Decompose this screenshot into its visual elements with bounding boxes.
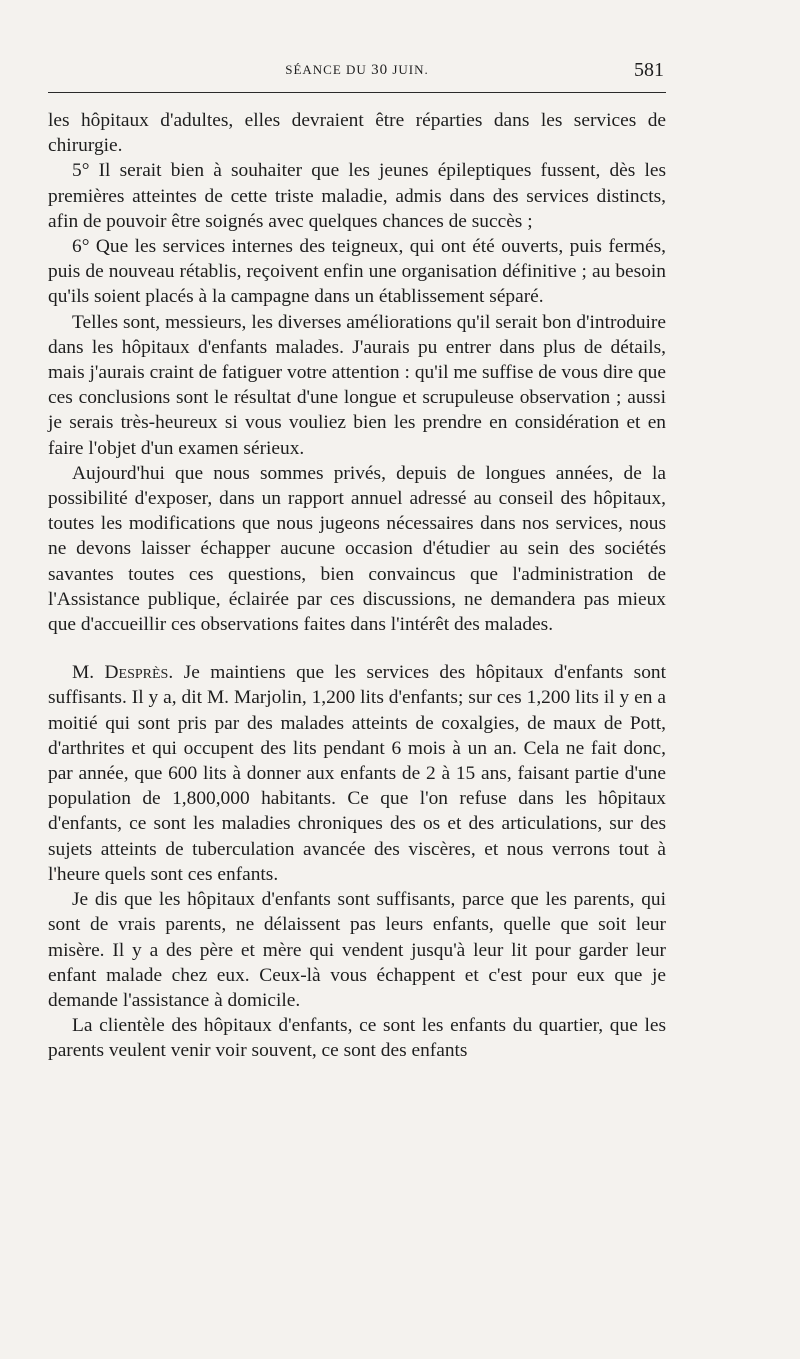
running-title bbox=[48, 62, 666, 79]
speaker-text: Je maintiens que les services des hôpitaux d'enfants sont suffisants. Il y a, dit M. Marjolin, 1,200 lits d'enfants; sur ces 1,200 lits il y en a moitié qui sont pris par des malades atteints de coxalgies, de maux de Pott, d'arthrites et qui occupent des lits pendant 6 mois à un an. Cela ne fait donc, par année, que 600 lits à donner aux enfants de 2 à 15 ans, faisant partie d'une population de 1,800,000 habitants. Ce que l'on refuse dans les hôpitaux d'enfants, ce sont les maladies chroniques des os et des articulations, sur des sujets atteints de tuberculation avancée des viscères, et nous verrons tout à l'heure quels sont ces enfants. bbox=[48, 662, 666, 885]
paragraph-closing: Aujourd'hui que nous sommes privés, depuis de longues années, de la possibilité d'exposer, dans un rapport annuel adressé au conseil des hôpitaux, toutes les modifications que nous jugeons nécessaires dans nos services, nous ne devons laisser échapper aucune occasion d'étudier au sein des sociétés savantes toutes ces questions, bien convaincus que l'administration de l'Assistance publique, éclairée par ces discussions, ne demandera pas mieux que d'accueillir ces observations faites dans l'intérêt des malades. bbox=[48, 462, 666, 636]
page-number: 581 bbox=[634, 59, 664, 81]
paragraph-conclusion: Telles sont, messieurs, les diverses améliorations qu'il serait bon d'introduire dans les hôpitaux d'enfants malades. J'aurais pu entrer dans plus de détails, mais j'aurais craint de fatiguer votre attention : qu'il me suffise de vous dire que ces conclusions sont le résultat d'une longue et scrupuleuse observation ; aussi je serais très-heureux si vous vouliez bien les prendre en considération et en faire l'objet d'un examen sérieux. bbox=[48, 311, 666, 459]
paragraph-speaker bbox=[48, 660, 666, 887]
running-title-date: 30 bbox=[371, 62, 389, 78]
speaker-name: M. Desprès. bbox=[72, 662, 174, 684]
running-title-part-2: JUIN. bbox=[388, 62, 429, 77]
running-header bbox=[48, 58, 666, 90]
header-rule bbox=[48, 92, 666, 93]
page-body bbox=[48, 108, 666, 1064]
paragraph-item-6: 6° Que les services internes des teigneux, qui ont été ouverts, puis fermés, puis de nouveau rétablis, reçoivent enfin une organisation définitive ; au besoin qu'ils soient placés à la campagne dans un établissement séparé. bbox=[48, 236, 666, 308]
paragraph-continued: les hôpitaux d'adultes, elles devraient être réparties dans les services de chirurgie. bbox=[48, 110, 666, 157]
running-title-part-1: SÉANCE DU bbox=[285, 62, 372, 77]
paragraph-item-5: 5° Il serait bien à souhaiter que les jeunes épileptiques fussent, dès les premières atteintes de cette triste maladie, admis dans des services distincts, afin de pouvoir être soignés avec quelques chances de succès ; bbox=[48, 160, 666, 232]
paragraph-parents: Je dis que les hôpitaux d'enfants sont suffisants, parce que les parents, qui sont de vrais parents, ne délaissent pas leurs enfants, quelle que soit leur misère. Il y a des père et mère qui vendent jusqu'à leur lit pour garder leur enfant malade chez eux. Ceux-là vous échappent et c'est pour eux que je demande l'assistance à domicile. bbox=[48, 889, 666, 1011]
paragraph-clientele: La clientèle des hôpitaux d'enfants, ce sont les enfants du quartier, que les parents veulent venir voir souvent, ce sont des enfants bbox=[48, 1015, 666, 1062]
